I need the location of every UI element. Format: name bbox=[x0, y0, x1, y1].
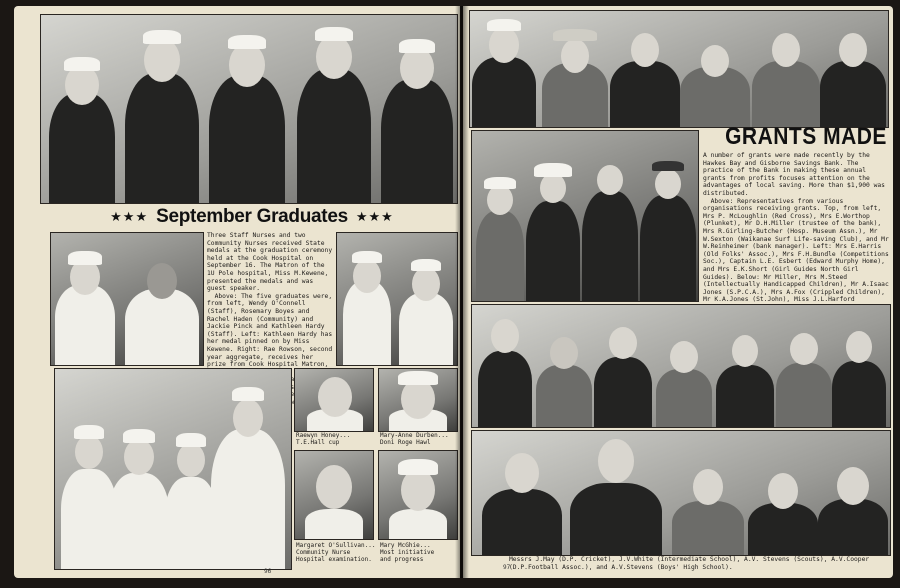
photo-grant-recipients-below bbox=[471, 304, 891, 428]
grants-caption: A number of grants were made recently by the Hawkes Bay and Gisborne Savings Bank. The practice of the Bank in making these annual grants from profits focuses attention on the advantages of local saving. More than $1,900 was distributed. Above: Representatives from various organisations receiving grants. Top, from left, Mrs P. McLoughlin (Red Cross), Mrs E.Worthop (Plunket), Mr D.H.Miller (trustee of the bank), Mrs R.Girling-Butcher (Hosp. Museum Assn.), Mr W.Sexton (Waikanae Surf Life-saving Club), and Mr W.Reinheimer (bank manager). Left: Mrs E.Harris (Old Folks' Assoc.), Mrs F.H.Bundle (Competitions Soc.), Captain L.E. Esbert (Edward Murphy Home), and Mrs E.K.Short (Girl Guides North Girl Guides). Below: Mr Miller, Mrs M.Steed (Intellectually Handicapped Children), Mr A.Isaac Jones (S.P.C.A.), Mrs A.Fox (Crippled Children), Mr K.A.Jones (St.John), Miss J.L.Harford bbox=[703, 152, 889, 304]
graduates-caption: Three Staff Nurses and two Community Nurses received State medals at the graduation ceremony held at the Cook Hospital on September 16. The Matron of the 1U Pole hospital, Miss M.Kewene, presented the medals and was guest speaker. Above: The five graduates were, from left, Wendy O'Connell (Staff), Rosemary Boyes and Rachel Haden (Community) and Jackie Pinck and Kathleen Hardy (Staff). Left: Kathleen Hardy has her medal pinned on by Miss Kewene. Right: Rae Rowson, second year aggregate, receives her prize from Cook Hospital Matron, bbox=[207, 232, 333, 369]
photo-portrait-osullivan bbox=[294, 450, 374, 540]
photo-flowers-presentation bbox=[54, 368, 292, 570]
stars-decoration: ★★★ bbox=[355, 209, 394, 225]
page-title: September Graduates bbox=[156, 206, 348, 227]
photo-five-graduates bbox=[40, 14, 458, 204]
caption-osullivan: Margaret O'Sullivan... Community Nurse Hospital examination. bbox=[296, 542, 376, 563]
photo-portrait-honey bbox=[294, 368, 374, 432]
photo-grant-recipients-top bbox=[469, 10, 889, 128]
bottom-caption: Messrs J.May (D.P. Cricket), J.V.White (Intermediate School), A.V. Stevens (Scouts), A.V.Cooper (D.P.Football Assoc.), and A.V.Stevens (Boys' High School). bbox=[509, 556, 870, 571]
left-page bbox=[14, 6, 460, 578]
caption-durben: Mary-Anne Durben... Doni Roge Hawl bbox=[380, 432, 449, 446]
photo-grant-recipients-bottom bbox=[471, 430, 891, 556]
photo-medal-pinning bbox=[50, 232, 204, 366]
book-gutter bbox=[455, 6, 469, 578]
photo-grant-recipients-left bbox=[471, 130, 699, 302]
photo-portrait-durben bbox=[378, 368, 458, 432]
right-page bbox=[463, 6, 893, 578]
stars-decoration: ★★★ bbox=[110, 209, 149, 225]
section-heading bbox=[44, 206, 460, 228]
photo-prize-presentation bbox=[336, 232, 458, 366]
caption-honey: Raewyn Honey... T.E.Hall cup bbox=[296, 432, 351, 446]
page-title: GRANTS MADE bbox=[725, 123, 887, 150]
page-number: 97 bbox=[503, 564, 511, 571]
photo-portrait-mcghie bbox=[378, 450, 458, 540]
page-number: 96 bbox=[264, 568, 272, 575]
caption-mcghie: Mary McGhie... Most initiative and progress bbox=[380, 542, 435, 563]
